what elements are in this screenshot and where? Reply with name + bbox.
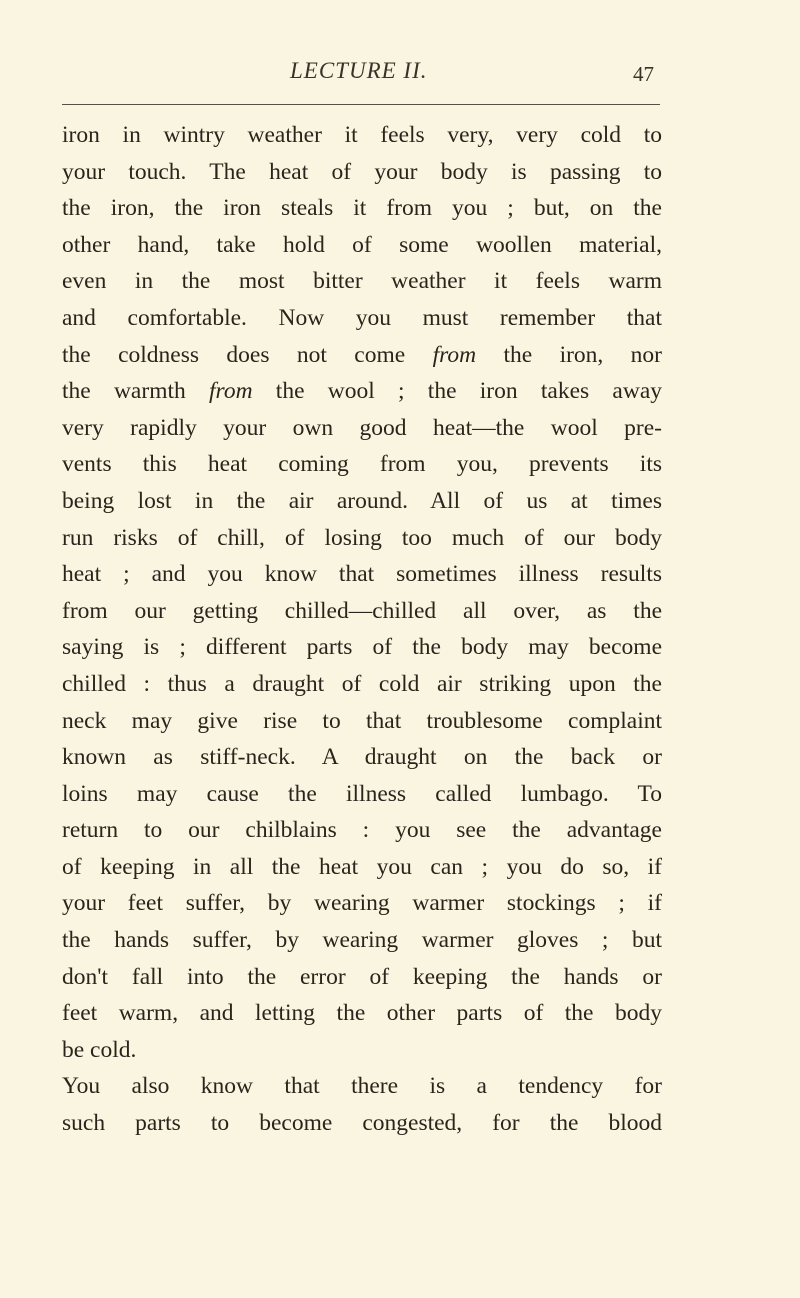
text-line: such parts to become congested, for the blood xyxy=(62,1110,662,1137)
text-line: being lost in the air around. All of us at times xyxy=(62,487,662,514)
text-run: the wool ; the iron takes away xyxy=(252,378,663,405)
text-line: from our getting chilled—chilled all over, as the xyxy=(62,597,662,624)
text-line: iron in wintry weather it feels very, very cold to xyxy=(62,122,662,148)
text-line: saying is ; different parts of the body may become xyxy=(62,634,662,661)
text-line: your feet suffer, by wearing warmer stockings ; if xyxy=(62,890,662,917)
text-line: You also know that there is a tendency for xyxy=(62,1073,662,1100)
running-head-title: LECTURE II. xyxy=(290,58,428,83)
text-line: the iron, the iron steals it from you ; but, on the xyxy=(62,195,662,222)
text-line xyxy=(62,373,662,410)
text-line: your touch. The heat of your body is passing to xyxy=(62,158,662,185)
text-line: don't fall into the error of keeping the hands or xyxy=(62,963,662,990)
text-line: other hand, take hold of some woollen material, xyxy=(62,231,662,258)
emphasis-text: from xyxy=(209,378,253,405)
body-text xyxy=(62,117,662,1142)
text-run: the iron, nor xyxy=(476,341,663,368)
text-line: vents this heat coming from you, prevents its xyxy=(62,451,662,478)
text-line: the hands suffer, by wearing warmer gloves ; but xyxy=(62,927,662,954)
text-line xyxy=(62,337,662,374)
text-run: the coldness does not come xyxy=(62,341,433,368)
emphasis-text: from xyxy=(432,341,477,368)
text-run: the warmth xyxy=(62,378,210,405)
text-line: heat ; and you know that sometimes illness results xyxy=(62,561,662,588)
page-number: 47 xyxy=(633,62,654,86)
running-head xyxy=(0,58,800,88)
text-line: known as stiff-neck. A draught on the back or xyxy=(62,744,662,771)
text-line: and comfortable. Now you must remember that xyxy=(62,304,662,331)
text-line: neck may give rise to that troublesome complaint xyxy=(62,707,662,734)
text-line: loins may cause the illness called lumbago. To xyxy=(62,780,662,807)
header-rule xyxy=(62,104,660,105)
text-line: even in the most bitter weather it feels warm xyxy=(62,268,662,295)
text-line: be cold. xyxy=(62,1036,137,1063)
text-line: of keeping in all the heat you can ; you do so, if xyxy=(62,853,662,880)
text-line: return to our chilblains : you see the advantage xyxy=(62,817,662,844)
text-line: very rapidly your own good heat—the wool pre- xyxy=(62,414,662,441)
text-line: chilled : thus a draught of cold air striking upon the xyxy=(62,670,662,697)
text-line: run risks of chill, of losing too much of our body xyxy=(62,524,662,551)
text-line: feet warm, and letting the other parts of the body xyxy=(62,1000,662,1027)
